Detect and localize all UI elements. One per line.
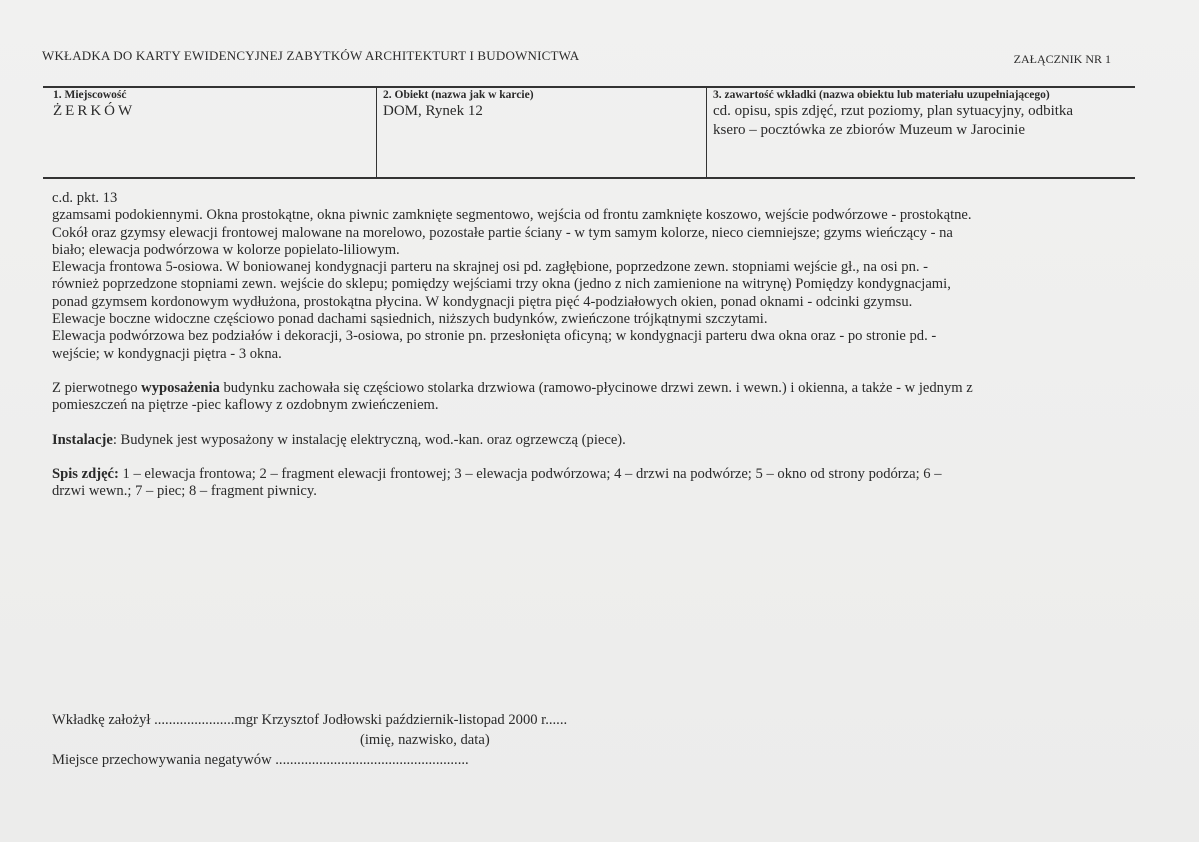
description-line: Elewacja podwórzowa bez podziałów i dekoracji, 3-osiowa, po stronie pn. przesłonięta oficyną; w kondygnacji parteru dwa okna oraz - po stronie pd. - <box>52 328 937 345</box>
equipment-paragraph <box>52 380 1132 397</box>
photos-paragraph <box>52 466 1132 483</box>
photos-heading: Spis zdjęć: <box>52 465 119 482</box>
negatives-location-line: Miejsce przechowywania negatywów ..................................................... <box>52 752 469 768</box>
installations-text: : Budynek jest wyposażony w instalację elektryczną, wod.-kan. oraz ogrzewczą (piece). <box>112 431 626 448</box>
equipment-heading: wyposażenia <box>141 379 220 396</box>
locality-label: 1. Miejscowość <box>53 89 127 101</box>
description-line: wejście; w kondygnacji piętra - 3 okna. <box>52 345 282 362</box>
description-line: również poprzedzone stopniami zewn. wejście do sklepu; pomiędzy wejściami trzy okna (jedno z nich zamienione na witrynę) Pomiędzy kondygnacjami, <box>52 276 951 293</box>
equipment-line2: pomieszczeń na piętrze -piec kaflowy z ozdobnym zwieńczeniem. <box>52 397 439 414</box>
equipment-intro: Z pierwotnego <box>52 379 142 396</box>
spacer <box>52 449 1132 466</box>
insert-cell <box>706 88 1135 177</box>
object-label: 2. Obiekt (nazwa jak w karcie) <box>383 89 534 101</box>
equipment-text: budynku zachowała się częściowo stolarka drzwiowa (ramowo-płycinowe drzwi zewn. i wewn.) i okienna, a także - w jednym z <box>219 379 973 396</box>
description-line: biało; elewacja podwórzowa w kolorze popielato-liliowym. <box>52 241 400 258</box>
description-line: Cokół oraz gzymsy elewacji frontowej malowane na morelowo, pozostałe partie ściany - w tym samym kolorze, nieco ciemniejsze; gzyms wieńczący - na <box>52 224 953 241</box>
insert-value-line1: cd. opisu, spis zdjęć, rzut poziomy, plan sytuacyjny, odbitka <box>713 103 1074 119</box>
locality-cell <box>43 88 376 177</box>
installations-heading: Instalacje <box>52 431 113 448</box>
created-by-line: Wkładkę założył ......................mgr Krzysztof Jodłowski październik-listopad 2000 r...... <box>52 712 568 728</box>
photos-text: 1 – elewacja frontowa; 2 – fragment elewacji frontowej; 3 – elewacja podwórzowa; 4 – drzwi na podwórze; 5 – okno od strony podórza; 6 – <box>118 465 942 482</box>
continuation-label: c.d. pkt. 13 <box>52 190 118 206</box>
header-table <box>43 86 1135 179</box>
photos-line2: drzwi wewn.; 7 – piec; 8 – fragment piwnicy. <box>52 483 317 500</box>
locality-value: ŻERKÓW <box>53 103 136 119</box>
insert-value-line2: ksero – pocztówka ze zbiorów Muzeum w Jarocinie <box>713 122 1025 138</box>
spacer <box>52 415 1132 432</box>
installations-paragraph <box>52 432 1132 449</box>
description-line: gzamsami podokiennymi. Okna prostokątne, okna piwnic zamknięte segmentowo, wejścia od frontu zamknięte koszowo, wejście podwórzowe - prostokątne. <box>52 207 972 224</box>
created-by-note: (imię, nazwisko, data) <box>360 732 490 748</box>
description-body <box>52 190 1132 500</box>
description-line: Elewacja frontowa 5-osiowa. W boniowanej kondygnacji parteru na skrajnej osi pd. zagłębione, poprzedzone zewn. stopniami wejście gł., na osi pn. - <box>52 259 929 276</box>
document-title: WKŁADKA DO KARTY EWIDENCYJNEJ ZABYTKÓW ARCHITEKTURT I BUDOWNICTWA <box>42 48 580 63</box>
spacer <box>52 363 1132 380</box>
object-value: DOM, Rynek 12 <box>383 103 483 119</box>
insert-label: 3. zawartość wkładki (nazwa obiektu lub materiału uzupełniającego) <box>713 89 1050 101</box>
object-cell <box>376 88 707 177</box>
description-line: Elewacje boczne widoczne częściowo ponad dachami sąsiednich, niższych budynków, zwieńczone trójkątnymi szczytami. <box>52 311 768 328</box>
attachment-number: ZAŁĄCZNIK NR 1 <box>1013 52 1111 66</box>
description-line: ponad gzymsem kordonowym wydłużona, prostokątna płycina. W kondygnacji piętra pięć 4-podziałowych okien, ponad oknami - odcinki gzymsu. <box>52 293 913 310</box>
